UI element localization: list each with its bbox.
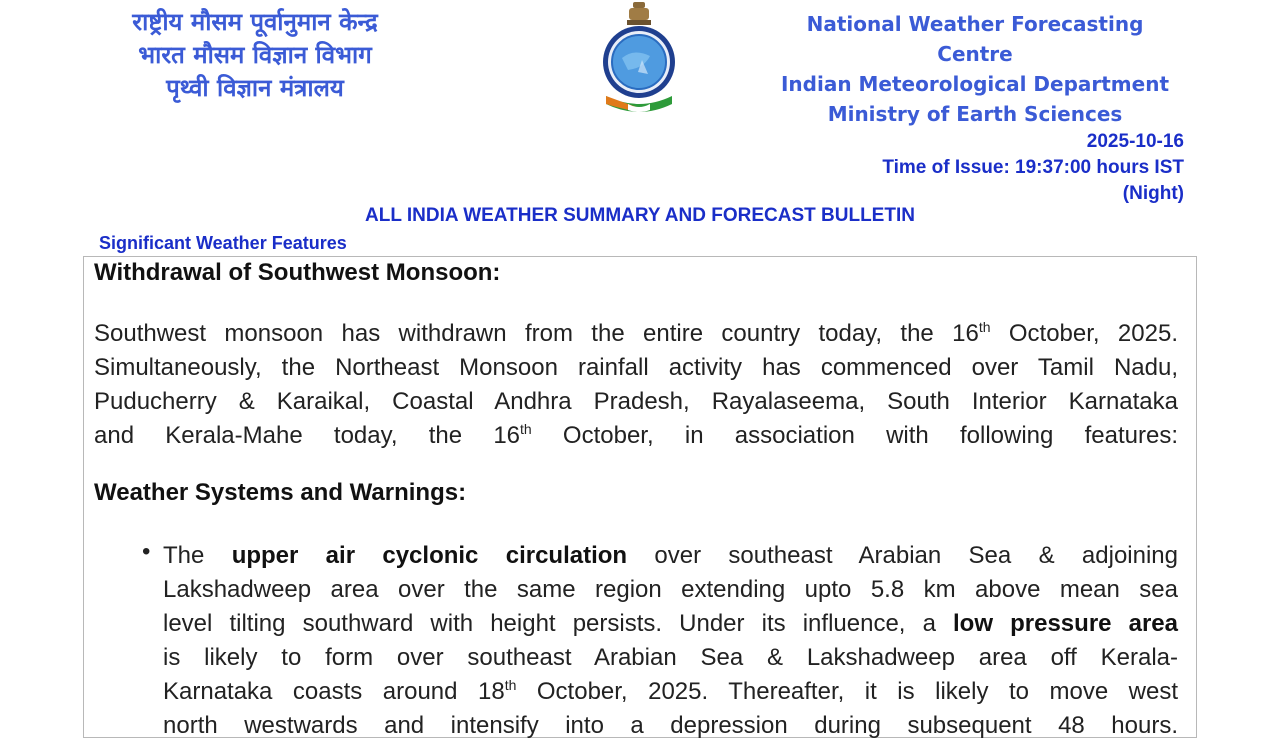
withdrawal-line-3: Puducherry & Karaikal, Coastal Andhra Pradesh, Rayalaseema, South Interior Karnataka [94, 388, 1178, 415]
hindi-line-1: राष्ट्रीय मौसम पूर्वानुमान केन्द्र [132, 8, 378, 36]
content-box [83, 256, 1197, 738]
issue-period: (Night) [1122, 183, 1184, 204]
withdrawal-heading: Withdrawal of Southwest Monsoon: [94, 259, 501, 286]
withdrawal-line-2: Simultaneously, the Northeast Monsoon rainfall activity has commenced over Tamil Nadu, [94, 354, 1178, 381]
bullet-line-4: is likely to form over southeast Arabian Sea & Lakshadweep area off Kerala- [163, 644, 1178, 671]
systems-heading: Weather Systems and Warnings: [94, 479, 467, 506]
bullet-marker: • [142, 538, 151, 565]
hindi-line-2: भारत मौसम विज्ञान विभाग [138, 41, 372, 69]
english-line-3: Ministry of Earth Sciences [827, 102, 1123, 126]
hindi-line-3: पृथ्वी विज्ञान मंत्रालय [166, 74, 344, 102]
english-line-2: Indian Meteorological Department [780, 72, 1170, 96]
english-header [770, 9, 1180, 129]
bullet-line-1: The upper air cyclonic circulation over southeast Arabian Sea & adjoining [163, 542, 1178, 569]
withdrawal-line-4: and Kerala-Mahe today, the 16th October, in association with following features: [94, 421, 1178, 449]
bullet-line-6: north westwards and intensify into a depression during subsequent 48 hours. [163, 712, 1178, 739]
english-line-1: National Weather Forecasting Centre [806, 12, 1144, 66]
bullet-line-3: level tilting southward with height persists. Under its influence, a low pressure area [163, 610, 1178, 637]
bullet-line-5: Karnataka coasts around 18th October, 2025. Thereafter, it is likely to move west [163, 677, 1179, 705]
withdrawal-line-1: Southwest monsoon has withdrawn from the entire country today, the 16th October, 2025. [94, 319, 1178, 347]
issue-meta [882, 129, 1184, 207]
emblem-logo [598, 0, 680, 122]
hindi-header [100, 6, 410, 105]
bulletin-title: ALL INDIA WEATHER SUMMARY AND FORECAST BULLETIN [365, 205, 915, 226]
time-of-issue: Time of Issue: 19:37:00 hours IST [882, 157, 1184, 178]
section-label: Significant Weather Features [99, 233, 347, 253]
bullet-line-2: Lakshadweep area over the same region extending upto 5.8 km above mean sea [163, 576, 1178, 603]
issue-date: 2025-10-16 [1086, 131, 1184, 152]
